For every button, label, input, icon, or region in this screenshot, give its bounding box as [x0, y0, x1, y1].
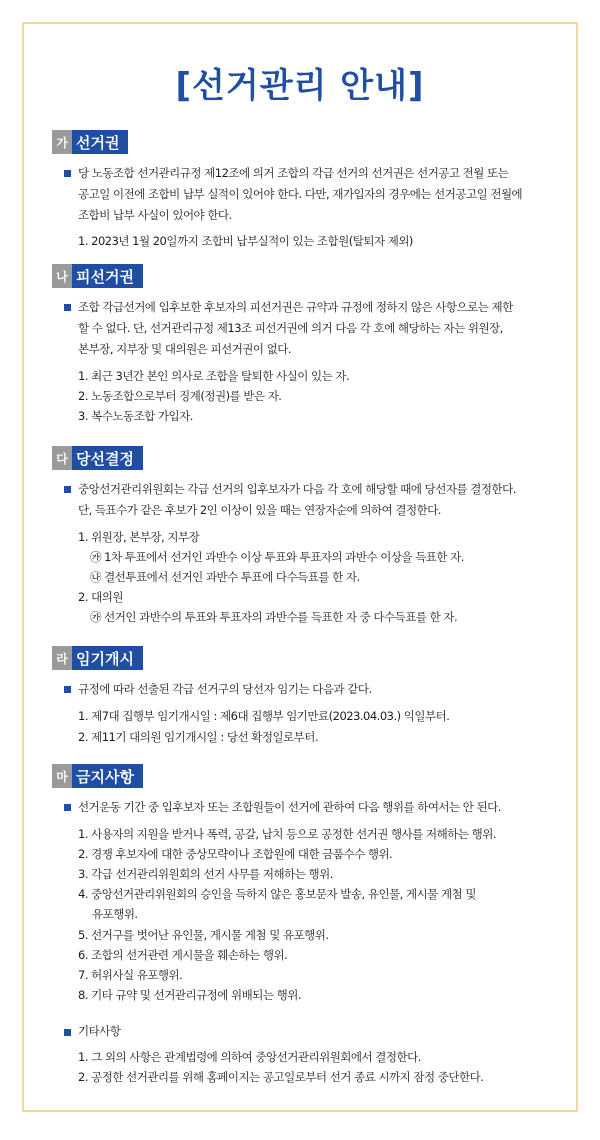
list-item: 3. 각급 선거관리위원회의 선거 사무를 저해하는 행위.	[78, 867, 333, 881]
list-item: 1. 제7대 집행부 임기개시일 : 제6대 집행부 임기만료(2023.04.03.) 익일부터.	[78, 709, 450, 723]
sub-list-item: ㉮ 1차 투표에서 선거인 과반수 이상 투표와 투표자의 과반수 이상을 득표한 자.	[90, 550, 464, 564]
paragraph-line: 공고일 이전에 조합비 납부 실적이 있어야 한다. 다만, 재가입자의 경우에는 선거공고일 전월에	[78, 187, 523, 201]
list-item: 2. 대의원	[78, 590, 123, 604]
paragraph-line: 선거운동 기간 중 입후보자 또는 조합원들이 선거에 관하여 다음 행위를 하여서는 안 된다.	[78, 800, 501, 814]
list-item: 1. 사용자의 지원을 받거나 폭력, 공갈, 납치 등으로 공정한 선거권 행사를 저해하는 행위.	[78, 827, 497, 841]
square-bullet-icon	[64, 1029, 71, 1036]
list-item: 1. 그 외의 사항은 관계법령에 의하여 중앙선거관리위원회에서 결정한다.	[78, 1050, 421, 1064]
section-letter-badge: 마	[52, 764, 72, 788]
section-letter-badge: 다	[52, 446, 72, 470]
other-matters-label: 기타사항	[78, 1024, 121, 1038]
list-item: 1. 위원장, 본부장, 지부장	[78, 530, 200, 544]
list-item: 2. 제11기 대의원 임기개시일 : 당선 확정일로부터.	[78, 730, 319, 744]
paragraph-line: 당 노동조합 선거관리규정 제12조에 의거 조합의 각급 선거의 선거권은 선거공고 전월 또는	[78, 166, 509, 180]
section-title: 선거권	[72, 130, 128, 154]
square-bullet-icon	[64, 804, 71, 811]
sub-list-item: ㉮ 선거인 과반수의 투표와 투표자의 과반수를 득표한 자 중 다수득표를 한 자.	[90, 610, 458, 624]
paragraph-line: 중앙선거관리위원회는 각급 선거의 입후보자가 다음 각 호에 해당할 때에 당선자를 결정한다.	[78, 482, 516, 496]
section-letter-badge: 가	[52, 130, 72, 154]
section-title: 금지사항	[72, 764, 143, 788]
paragraph-line: 규정에 따라 선출된 각급 선거구의 당선자 임기는 다음과 같다.	[78, 682, 372, 696]
list-item: 2. 노동조합으로부터 징계(정권)를 받은 자.	[78, 389, 282, 403]
section-header-prohibitions	[52, 764, 143, 788]
list-item: 2. 공정한 선거관리를 위해 홈페이지는 공고일로부터 선거 종료 시까지 잠정 중단한다.	[78, 1070, 484, 1084]
list-item: 3. 복수노동조합 가입자.	[78, 409, 193, 423]
paragraph-line: 단, 득표수가 같은 후보가 2인 이상이 있을 때는 연장자순에 의하여 결정한다.	[78, 503, 441, 517]
section-header-candidacy-right	[52, 264, 143, 288]
section-title: 당선결정	[72, 446, 143, 470]
section-header-election-decision	[52, 446, 143, 470]
section-letter-badge: 라	[52, 646, 72, 670]
list-item: 1. 2023년 1월 20일까지 조합비 납부실적이 있는 조합원(탈퇴자 제외)	[78, 234, 413, 248]
list-item: 5. 선거구를 벗어난 유인물, 게시물 게첨 및 유포행위.	[78, 928, 329, 942]
paragraph-line: 할 수 없다. 단, 선거관리규정 제13조 피선거권에 의거 다음 각 호에 해당하는 자는 위원장,	[78, 321, 503, 335]
list-item: 8. 기타 규약 및 선거관리규정에 위배되는 행위.	[78, 988, 302, 1002]
list-item: 4. 중앙선거관리위원회의 승인을 득하지 않은 홍보문자 발송, 유인물, 게시물 게첨 및	[78, 887, 476, 901]
list-item: 2. 경쟁 후보자에 대한 중상모략이나 조합원에 대한 금품수수 행위.	[78, 847, 393, 861]
section-title: 임기개시	[72, 646, 143, 670]
list-item: 1. 최근 3년간 본인 의사로 조합을 탈퇴한 사실이 있는 자.	[78, 369, 350, 383]
square-bullet-icon	[64, 686, 71, 693]
square-bullet-icon	[64, 304, 71, 311]
square-bullet-icon	[64, 170, 71, 177]
section-title: 피선거권	[72, 264, 143, 288]
page-title: [선거관리 안내]	[175, 66, 425, 106]
section-header-voting-right	[52, 130, 128, 154]
list-item: 7. 허위사실 유포행위.	[78, 968, 183, 982]
square-bullet-icon	[64, 486, 71, 493]
paragraph-line: 본부장, 지부장 및 대의원은 피선거권이 없다.	[78, 342, 292, 356]
sub-list-item: ㉯ 결선투표에서 선거인 과반수 투표에 다수득표를 한 자.	[90, 570, 360, 584]
section-letter-badge: 나	[52, 264, 72, 288]
list-item: 6. 조합의 선거관련 게시물을 훼손하는 행위.	[78, 948, 288, 962]
list-item-continuation: 유포행위.	[92, 907, 138, 921]
paragraph-line: 조합비 납부 사실이 있어야 한다.	[78, 208, 232, 222]
section-header-term-start	[52, 646, 143, 670]
paragraph-line: 조합 각급선거에 입후보한 후보자의 피선거권은 규약과 규정에 정하지 않은 사항으로는 제한	[78, 300, 513, 314]
